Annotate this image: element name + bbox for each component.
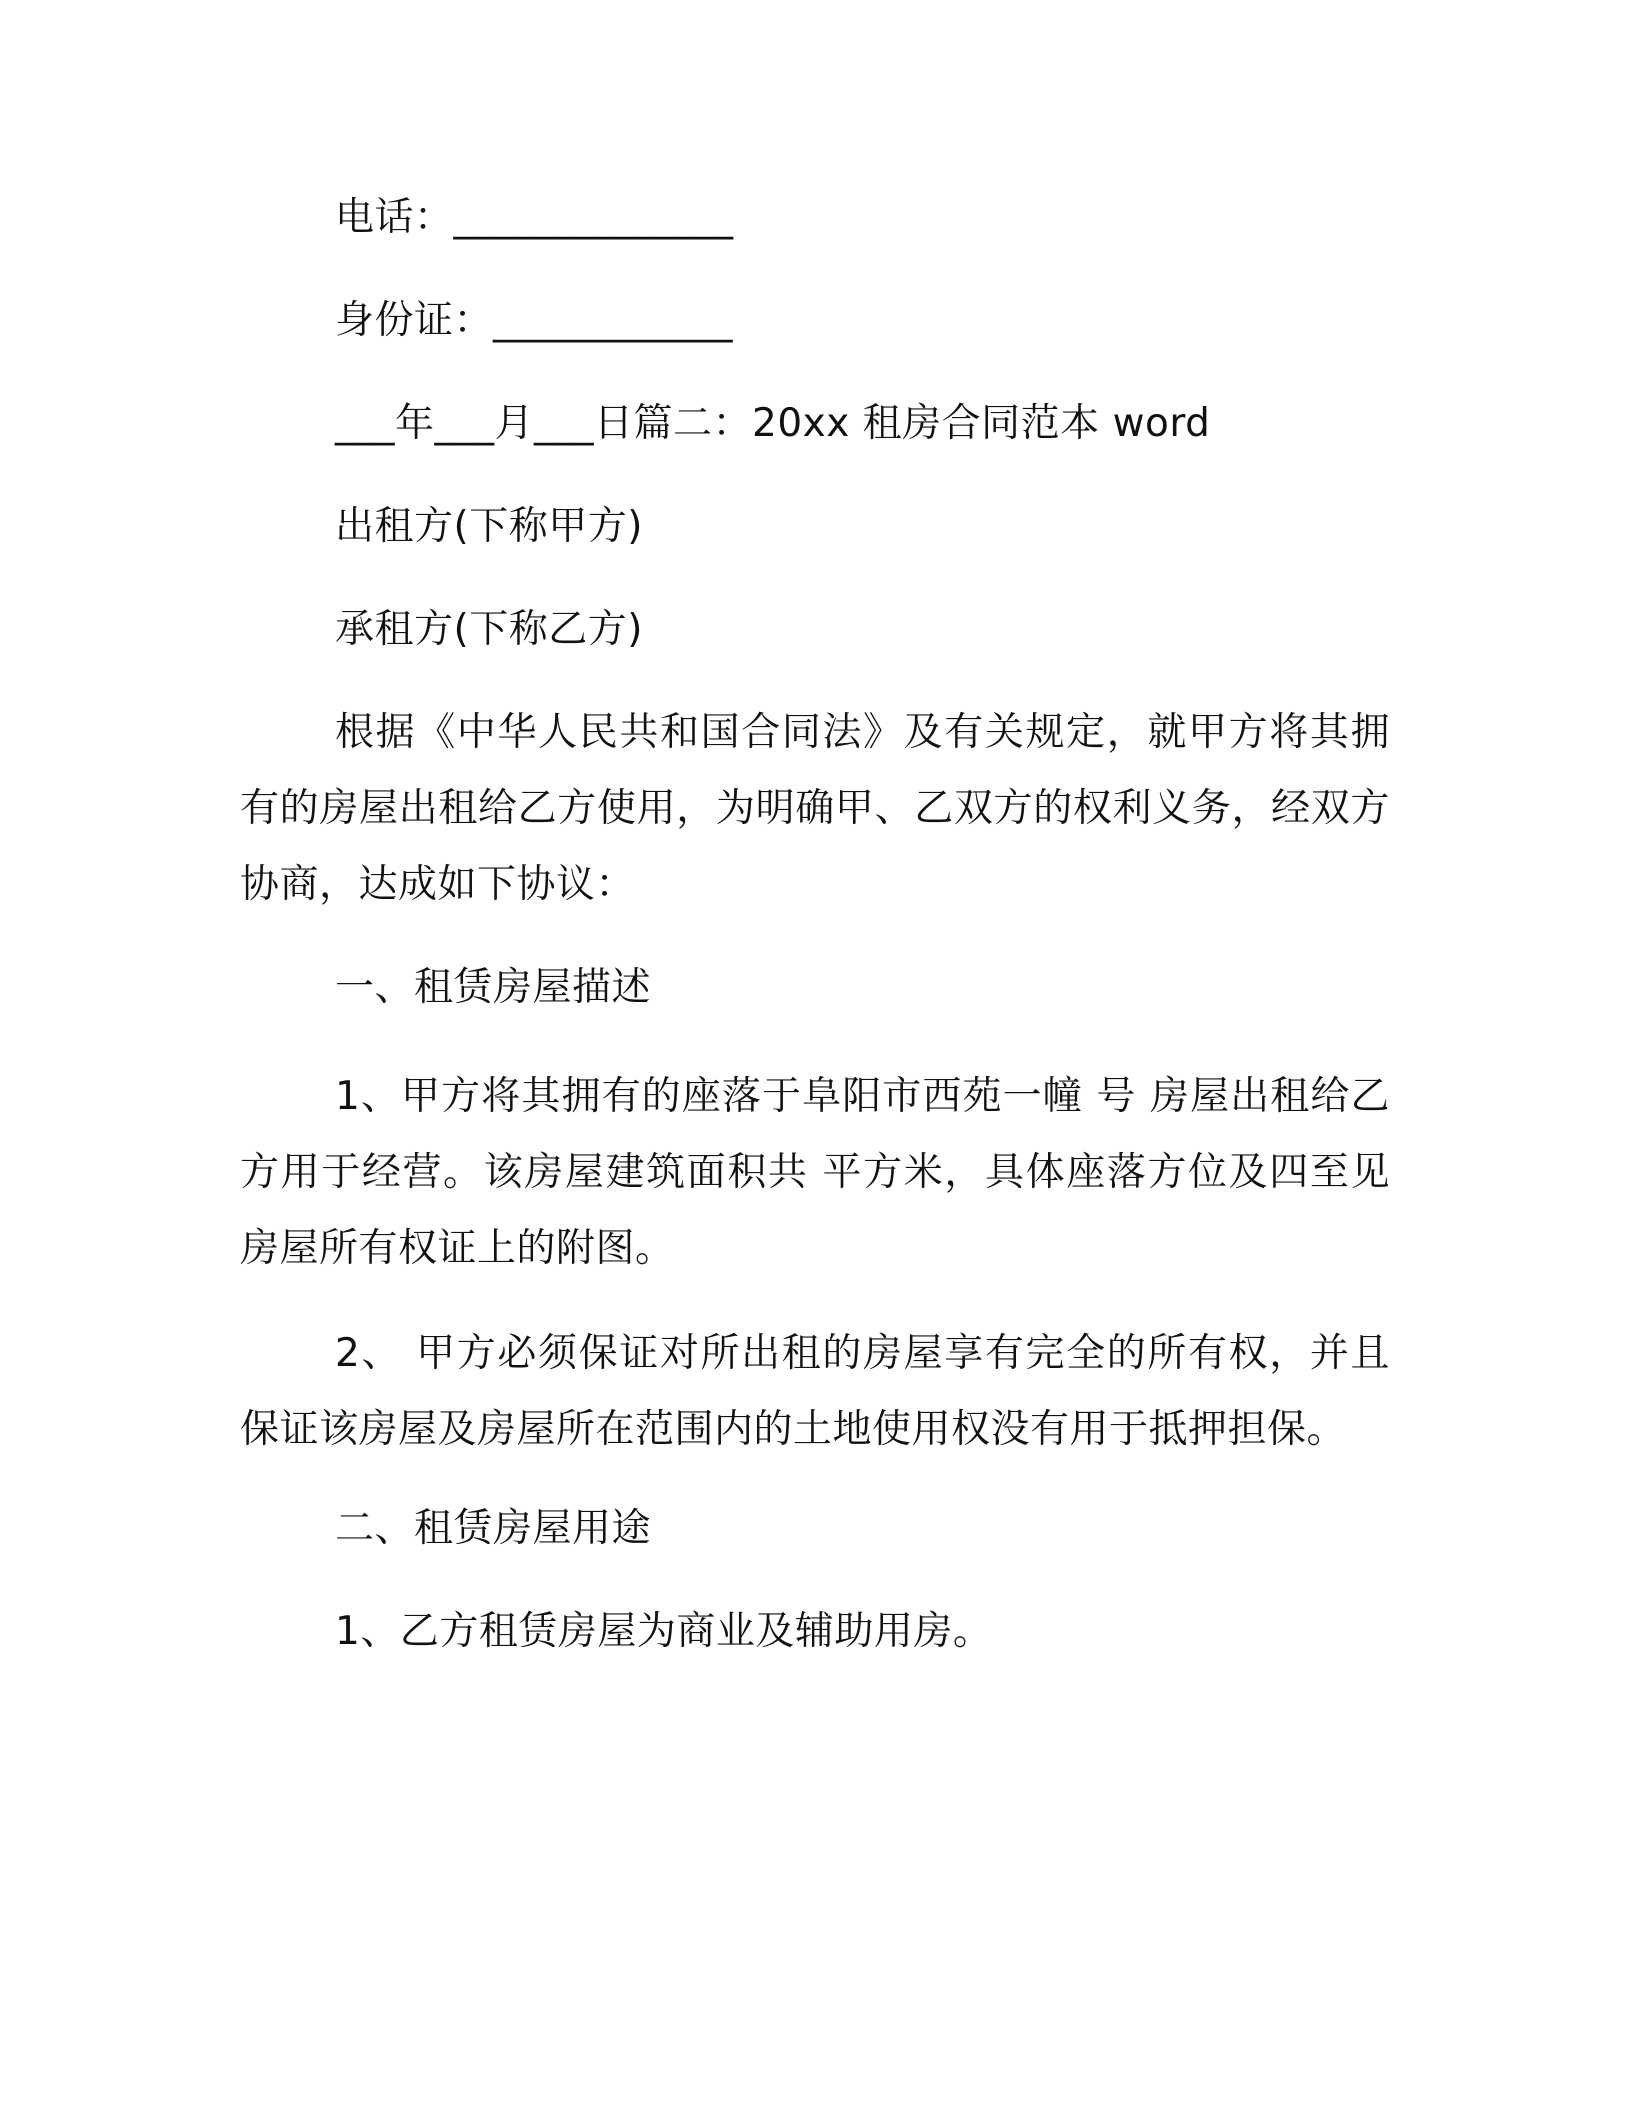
section-1-clause-1: 1、甲方将其拥有的座落于阜阳市西苑一幢 号 房屋出租给乙方用于经营。该房屋建筑面积共 平方米，具体座落方位及四至见房屋所有权证上的附图。	[240, 1074, 1390, 1271]
phone-line: 电话：______________	[335, 195, 734, 240]
id-card-line: 身份证：____________	[335, 298, 734, 343]
section-1-clause-2: 2、 甲方必须保证对所出租的房屋享有完全的所有权，并且保证该房屋及房屋所在范围内的土地使用权没有用于抵押担保。	[240, 1331, 1390, 1452]
section-1-heading: 一、租赁房屋描述	[335, 965, 652, 1010]
lessor-line: 出租方(下称甲方)	[335, 504, 643, 549]
date-title-line: ___年___月___日篇二：20xx 租房合同范本 word	[335, 401, 1211, 446]
intro-paragraph: 根据《中华人民共和国合同法》及有关规定，就甲方将其拥有的房屋出租给乙方使用，为明确甲、乙双方的权利义务，经双方协商，达成如下协议：	[240, 710, 1390, 907]
section-2-clause-1: 1、乙方租赁房屋为商业及辅助用房。	[335, 1609, 993, 1654]
lessee-line: 承租方(下称乙方)	[335, 607, 643, 652]
section-2-heading: 二、租赁房屋用途	[335, 1506, 652, 1551]
